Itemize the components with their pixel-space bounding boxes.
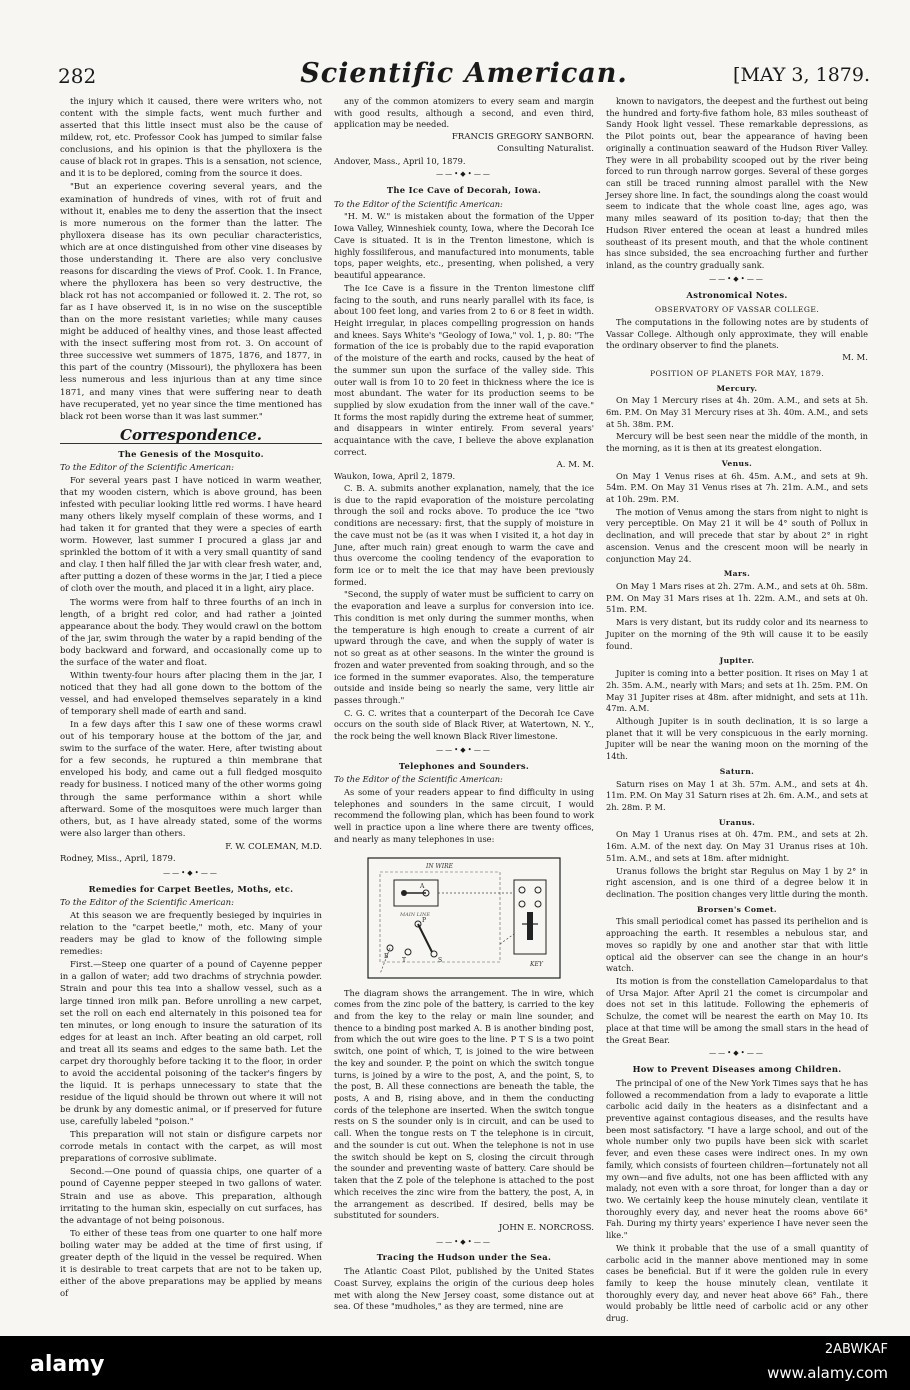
planet-heading: Venus. xyxy=(721,458,753,468)
paragraph: At this season we are frequently besieged by inquiries in relation to the "carpet beetle," moth, etc. Many of your readers may be glad to know of the following simple remedies: xyxy=(60,911,322,958)
editor-line: To the Editor of the Scientific American: xyxy=(60,462,234,473)
paragraph: The principal of one of the New York Times says that he has followed a recommendation from a lady to evaporate a little carbolic acid daily in the heaters as a disinfectant and a preventive against contagious diseases, and the results have been most satisfactory. "I have a large school, and out of the whole number only two pupils have been sick with scarlet fever, and even these cases were indirect ones. In my own family, which consists of fourteen children—fortunately not all my own—and five adults, not one has been afflicted with any malady, not even with a sore throat, for longer than a day or two. We certainly keep the house minutely clean, ventilate it thoroughly every day, and never heat the rooms above 66° Fah. During my thirty years' experience I have never seen the like." xyxy=(606,1077,868,1241)
editor-line: To the Editor of the Scientific American: xyxy=(334,198,503,209)
planet-heading: Brorsen's Comet. xyxy=(697,904,777,914)
label-a: A xyxy=(420,882,425,890)
article-title: Tracing the Hudson under the Sea. xyxy=(376,1252,552,1263)
switch-point-s xyxy=(431,951,437,957)
paragraph: C. B. A. submits another explanation, namely, that the ice is due to the rapid evaporation of the moisture percolating through the soil and rocks above. To produce the ice "two conditions are necessary: first, that the supply of moisture in the cave must not be (as it was when I visited it, a hot day in June, after much rain) great enough to warm the cave and thus overcome the cooling tendency of the evaporation to form ice or to melt the ice that may have been previously formed. xyxy=(334,483,594,587)
paragraph: In a few days after this I saw one of these worms crawl out of his temporary house at the bottom of the jar, and swim to the surface of the water. Here, after twisting about for a few seconds, he ruptured a thin membrane that enveloped his body, and came out a full fledged mosquito ready for business. I noticed many of the other worms going through the same performance within a short while afterward. Some of the mosquitoes were much larger than others, but, as I have already stated, some of the worms were also larger than others. xyxy=(60,720,322,839)
article-title: The Genesis of the Mosquito. xyxy=(118,448,264,459)
signature: A. M. M. xyxy=(556,459,594,470)
paragraph: The computations in the following notes are by students of Vassar College. Although only approximate, they will enable the ordinary observer to find the planets. xyxy=(606,316,868,351)
paragraph: Mars is very distant, but its ruddy color and its nearness to Jupiter on the morning of the 9th will cause it to be easily found. xyxy=(606,617,868,651)
key-lever xyxy=(527,912,533,940)
key-terminal xyxy=(519,901,525,907)
paragraph: To either of these teas from one quarter to one half more boiling water may be added at the time of first using, if greater depth of the liquid in the vessel be required. When it is desirable to treat carpets that are not to be taken up, either of the above preparations may be applied by means of xyxy=(60,1228,322,1299)
paragraph: "But an experience covering several years, and the examination of hundreds of vines, with rot of fruit and without it, enables me to deny the assertion that the insect is more numerous on the former than the latter. The phylloxera disease has its own peculiar characteristics, which are at once distinguished from other vine diseases by those understanding it. There are also very conclusive reasons for discarding the views of Prof. Cook. 1. In France, where the phylloxera has been so very destructive, the black rot has not accompanied or followed it. 2. The rot, so far as I have observed it, is in no wise on the susceptible than on the more resistant varieties; while many causes might be adduced of healthy vines, and those least affected with the insect suffering most from rot. 3. On account of three successive wet summers of 1875, 1876, and 1877, in this part of the country (Missouri), the phylloxera has been less numerous and less injurious than at any time since 1871, and many vines that were suffering near to death have recuperated, yet no year since the time mentioned has black rot been worse than it was last summer." xyxy=(60,182,322,422)
switch-point-t xyxy=(405,949,411,955)
paragraph: This preparation will not stain or disfigure carpets nor corrode metals in contact with the carpet, as will most preparations of corrosive sublimate. xyxy=(60,1130,322,1165)
paragraph: known to navigators, the deepest and the furthest out being the hundred and forty-five fathom hole, 83 miles southeast of Sandy Hook light vessel. These remarkable depressions, as the Pilot points out, bear the appearance of having been originally a continuation seaward of the Hudson River Valley. They were in all probability scooped out by the river being forced to run through narrow gorges. Several of these gorges can still be traced running almost parallel with the New Jersey shore line. In fact, the soundings along the coast would seem to indicate that the whole coast line, ages ago, was many miles seaward of its position to-day; that then the Hudson River entered the ocean at least a hundred miles southeast of its present mouth, and that the whole continent has since subsided, the sea encroaching further and further inland, as the country gradually sank. xyxy=(606,96,869,271)
paragraph: The Atlantic Coast Pilot, published by the United States Coast Survey, explains the origin of the curious deep holes met with along the New Jersey coast, some distance out at sea. Of these "mudholes," as they are termed, nine are xyxy=(334,1266,594,1312)
table-outline xyxy=(380,872,500,962)
switch-tongue xyxy=(418,924,432,952)
dateline: Rodney, Miss., April, 1879. xyxy=(60,853,176,864)
planet-heading: Mars. xyxy=(723,569,751,579)
paragraph: Saturn rises on May 1 at 3h. 57m. A.M., and sets at 4h. 11m. P.M. On May 31 Saturn rises at 2h. 6m. A.M., and sets at 2h. 28m. P. M. xyxy=(606,778,868,812)
section-title: Correspondence. xyxy=(60,429,322,444)
page-number: 282 xyxy=(58,64,97,88)
planet-heading: Uranus. xyxy=(718,817,756,827)
paragraph: Although Jupiter is in south declination, it is so large a planet that it will be very conspicuous in the early morning. Jupiter will be near the waning moon on the morning of the 14th. xyxy=(606,715,868,762)
ornament-divider: ——•◆•—— xyxy=(709,274,765,283)
paragraph: On May 1 Venus rises at 6h. 45m. A.M., and sets at 9h. 54m. P.M. On May 31 Venus rises at 7h. 21m. A.M., and sets at 10h. 29m. P.M. xyxy=(606,470,868,504)
paragraph: any of the common atomizers to every seam and margin with good results, although a second, and even third, application may be needed. xyxy=(334,96,594,130)
signature: F. W. COLEMAN, M.D. xyxy=(225,841,322,852)
watermark-logo: alamy xyxy=(30,1352,105,1377)
ornament-divider: ——•◆•—— xyxy=(436,745,492,754)
editor-line: To the Editor of the Scientific American: xyxy=(60,898,234,908)
label-p: P xyxy=(422,916,427,924)
column-1 xyxy=(60,96,322,1301)
ornament-divider: ——•◆•—— xyxy=(436,1237,492,1246)
ornament-divider: ——•◆•—— xyxy=(436,170,492,179)
paragraph: On May 1 Mars rises at 2h. 27m. A.M., and sets at 0h. 58m. P.M. On May 31 Mars rises at 1h. 22m. A.M., and sets at 0h. 51m. P.M. xyxy=(606,581,868,615)
masthead: Scientific American. xyxy=(300,58,628,89)
image-id: 2ABWKAF xyxy=(824,1342,888,1357)
paragraph: For several years past I have noticed in warm weather, that my wooden cistern, which is above ground, has been infested with peculiar looking little red worms. I have heard many others likely myself complain of these worms, and I had taken it for granted that they were a species of earth worm. However, last summer I procured a glass jar and sprinkled the bottom of it with a very small quantity of sand and clay. I then half filled the jar with clear fresh water, and, after putting a dozen of these worms in the jar, I tied a piece of cloth over the mouth, and placed it in a light, airy place. xyxy=(60,475,322,595)
dateline: Andover, Mass., April 10, 1879. xyxy=(334,155,466,166)
article-title: Remedies for Carpet Beetles, Moths, etc. xyxy=(88,883,294,894)
article-title: The Ice Cave of Decorah, Iowa. xyxy=(386,185,542,196)
article-title: Astronomical Notes. xyxy=(686,289,788,300)
telephone-circuit-diagram xyxy=(364,854,564,982)
paragraph: On May 1 Uranus rises at 0h. 47m. P.M., and sets at 2h. 16m. A.M. of the next day. On May 31 Uranus rises at 10h. 51m. A.M., and sets at 18m. after midnight. xyxy=(606,829,868,863)
column-2 xyxy=(334,96,594,1314)
article-title: Telephones and Sounders. xyxy=(398,760,530,771)
editor-line: To the Editor of the Scientific American: xyxy=(334,774,503,785)
paragraph: "H. M. W." is mistaken about the formation of the Upper Iowa Valley, Winneshiek county, Iowa, where the Decorah Ice Cave is situated. It is in the Trenton limestone, which is highly fossiliferous, and manufactured into monuments, table tops, paper weights, etc., presenting, when polished, a very beautiful appearance. xyxy=(334,211,594,281)
paragraph: Its motion is from the constellation Camelopardalus to that of Ursa Major. After April 21 the comet is circumpolar and does not set in this latitude. Following the ephemeris of Schulze, the comet will be nearest the earth on May 10. Its place at that time will be among the small stars in the head of the Great Bear. xyxy=(606,976,868,1045)
site-url: www.alamy.com xyxy=(767,1364,888,1382)
planet-heading: Jupiter. xyxy=(719,656,755,666)
paragraph: The diagram shows the arrangement. The in wire, which comes from the zinc pole of the battery, is carried to the key and from the key to the relay or main line sounder, and thence to a binding post marked A. B is another binding post, from which the out wire goes to the line. P T S is a two point switch, one point of which, T, is joined to the wire between the key and sounder. P, the point on which the switch tongue turns, is joined by a wire to the post, A, and the point, S, to the post, B. All these connections are beneath the table, the posts, A and B, rising above, and in them the conducting cords of the telephone are inserted. When the switch tongue rests on S the sounder only is in circuit, and can be used to call. When the tongue rests on T the telephone is in circuit, and the sounder is cut out. When the telephone is not in use the switch should be kept on S, closing the circuit through the sounder and preventing waste of battery. Care should be taken that the Z pole of the telephone is attached to the post which receives the zinc wire from the battery, the post, A, in the arrangement as described. If desired, bells may be substituted for sounders. xyxy=(334,987,594,1221)
paragraph: Uranus follows the bright star Regulus on May 1 by 2° in right ascension, and is one third of a degree below it in declination. The position changes very little during the month. xyxy=(606,865,868,899)
label-t: T xyxy=(402,956,407,964)
key-terminal xyxy=(519,887,525,893)
label-s: S xyxy=(438,956,443,964)
paragraph: Second.—One pound of quassia chips, one quarter of a pound of Cayenne pepper steeped in two gallons of water. Strain and use as above. This preparation, although irritating to the human skin, especially on cut surfaces, has the advantage of not being poisonous. xyxy=(60,1167,322,1226)
paragraph: The Ice Cave is a fissure in the Trenton limestone cliff facing to the south, and runs nearly parallel with its face, is about 100 feet long, and varies from 2 to 6 or 8 feet in width. Height irregular, in places compelling progression on hands and knees. Says White's "Geology of Iowa," vol. 1, p. 80: "The formation of the ice is probably due to the rapid evaporation of the moisture of the earth and rocks, caused by the heat of the summer sun upon the surface of the valley side. This outer wall is from 10 to 20 feet in thickness where the ice is most abundant. The water for its production seems to be supplied by slow exudation from the inner wall of the cave." It forms the most rapidly during the extreme heat of summer, and disappears in winter entirely. From several years' acquaintance with the cave, I believe the above explanation correct. xyxy=(334,282,594,457)
ornament-divider: ——•◆•—— xyxy=(163,868,219,877)
signature: JOHN E. NORCROSS. xyxy=(498,1222,594,1233)
planet-heading: Mercury. xyxy=(716,383,758,393)
key-label: KEY xyxy=(530,960,543,968)
paragraph: This small periodical comet has passed its perihelion and is approaching the earth. It resembles a nebulous star, and moves so rapidly by one and another star that with little optical aid the observer can see the change in an hour's watch. xyxy=(606,916,868,974)
dateline: Waukon, Iowa, April 2, 1879. xyxy=(334,471,456,482)
main-line-label: MAIN LINE xyxy=(400,911,430,918)
paragraph: C. G. C. writes that a counterpart of the Decorah Ice Cave occurs on the south side of Black River, at Watertown, N. Y., the rock being the well known Black River limestone. xyxy=(334,707,594,742)
paragraph: We think it probable that the use of a small quantity of carbolic acid in the manner above mentioned may in some cases be beneficial. But if it were the golden rule in every family to keep the house minutely clean, ventilate it thoroughly every day, and never heat above 66° Fah., there would probably be little need of carbolic acid or any other drug. xyxy=(606,1242,868,1324)
subheading: POSITION OF PLANETS FOR MAY, 1879. xyxy=(649,368,825,378)
signature-title: Consulting Naturalist. xyxy=(497,143,594,154)
paragraph: Within twenty-four hours after placing them in the jar, I noticed that they had all gone down to the bottom of the vessel, and had enveloped themselves separately in a kind of temporary shell made of earth and sand. xyxy=(60,670,322,718)
article-title: How to Prevent Diseases among Children. xyxy=(632,1064,842,1075)
signature: M. M. xyxy=(842,353,868,364)
issue-date: [MAY 3, 1879. xyxy=(733,64,870,86)
label-b: B xyxy=(384,952,389,960)
column-3 xyxy=(606,96,868,1326)
paragraph: Jupiter is coming into a better position. It rises on May 1 at 2h. 35m. A.M., nearly with Mars; and sets at 1h. 25m. P.M. On May 31 Jupiter rises at 48m. after midnight, and sets at 11h. 47m. A.M. xyxy=(606,668,868,714)
in-wire-label: IN WIRE xyxy=(426,862,453,870)
paragraph: As some of your readers appear to find difficulty in using telephones and sounders in the same circuit, I would recommend the following plan, which has been found to work well in practice upon a line where there are twenty offices, and nearly as many telephones in use: xyxy=(334,786,594,844)
key-terminal xyxy=(535,887,541,893)
paragraph: "Second, the supply of water must be sufficient to carry on the evaporation and leave a surplus for conversion into ice. This condition is met only during the summer months, when the temperature is high enough to create a current of air upward through the cave, and when the supply of water is not so great as at other seasons. In the winter the ground is frozen and water prevented from soaking through, and so the ice formed in the summer evaporates. Also, the temperature outside and inside being so nearly the same, very little air passes through." xyxy=(334,589,594,705)
paragraph: The motion of Venus among the stars from night to night is very perceptible. On May 21 it will be 4° south of Pollux in declination, and will precede that star by about 2° in right ascension. Venus and the crescent moon will be nearly in conjunction May 24. xyxy=(606,506,868,564)
page-header xyxy=(58,58,870,94)
paragraph: Mercury will be best seen near the middle of the month, in the morning, as it is then at its greatest elongation. xyxy=(606,431,868,454)
paragraph: On May 1 Mercury rises at 4h. 20m. A.M., and sets at 5h. 6m. P.M. On May 31 Mercury rises at 3h. 40m. A.M., and sets at 5h. 38m. P.M. xyxy=(606,395,868,429)
stock-footer xyxy=(0,1336,910,1390)
observatory-line: OBSERVATORY OF VASSAR COLLEGE. xyxy=(654,305,820,315)
paragraph: First.—Steep one quarter of a pound of Cayenne pepper in a gallon of water; add two drachms of strychnia powder. Strain and pour this tea into a shallow vessel, such as a large tinned iron milk pan. Before unrolling a new carpet, set the roll on each end alternately in this poisoned tea for ten minutes, or long enough to insure the saturation of its edges for at least an inch. After beating an old carpet, roll and treat all its seams and edges to the same bath. Let the carpet dry thoroughly before tacking it to the floor, in order to avoid the accidental poisoning of the tacker's fingers by the liquid. It is perhaps unnecessary to state that the residue of the liquid should be thrown out where it will not be drunk by any domestic animal, or if preserved for future use, carefully labeled "poison." xyxy=(60,960,322,1128)
paragraph: The worms were from half to three fourths of an inch in length, of a bright red color, and had rather a jointed appearance about the body. They would crawl on the bottom of the jar, swim through the water by a rapid bending of the body backward and forward, and occasionally come up to the surface of the water and float. xyxy=(60,597,322,668)
signature: FRANCIS GREGORY SANBORN. xyxy=(451,132,594,143)
key-terminal xyxy=(535,901,541,907)
planet-heading: Saturn. xyxy=(719,766,755,776)
paragraph: the injury which it caused, there were writers who, not content with the simple facts, went much further and asserted that this little insect must also be the cause of mildew, rot, etc. Professor Cook has jumped to similar false conclusions, and his opinion is that the phylloxera is the cause of black rot in grapes. This is a sensation, not science, and it is to be deplored, coming from the source it does. xyxy=(60,97,322,180)
ornament-divider: ——•◆•—— xyxy=(709,1049,765,1058)
